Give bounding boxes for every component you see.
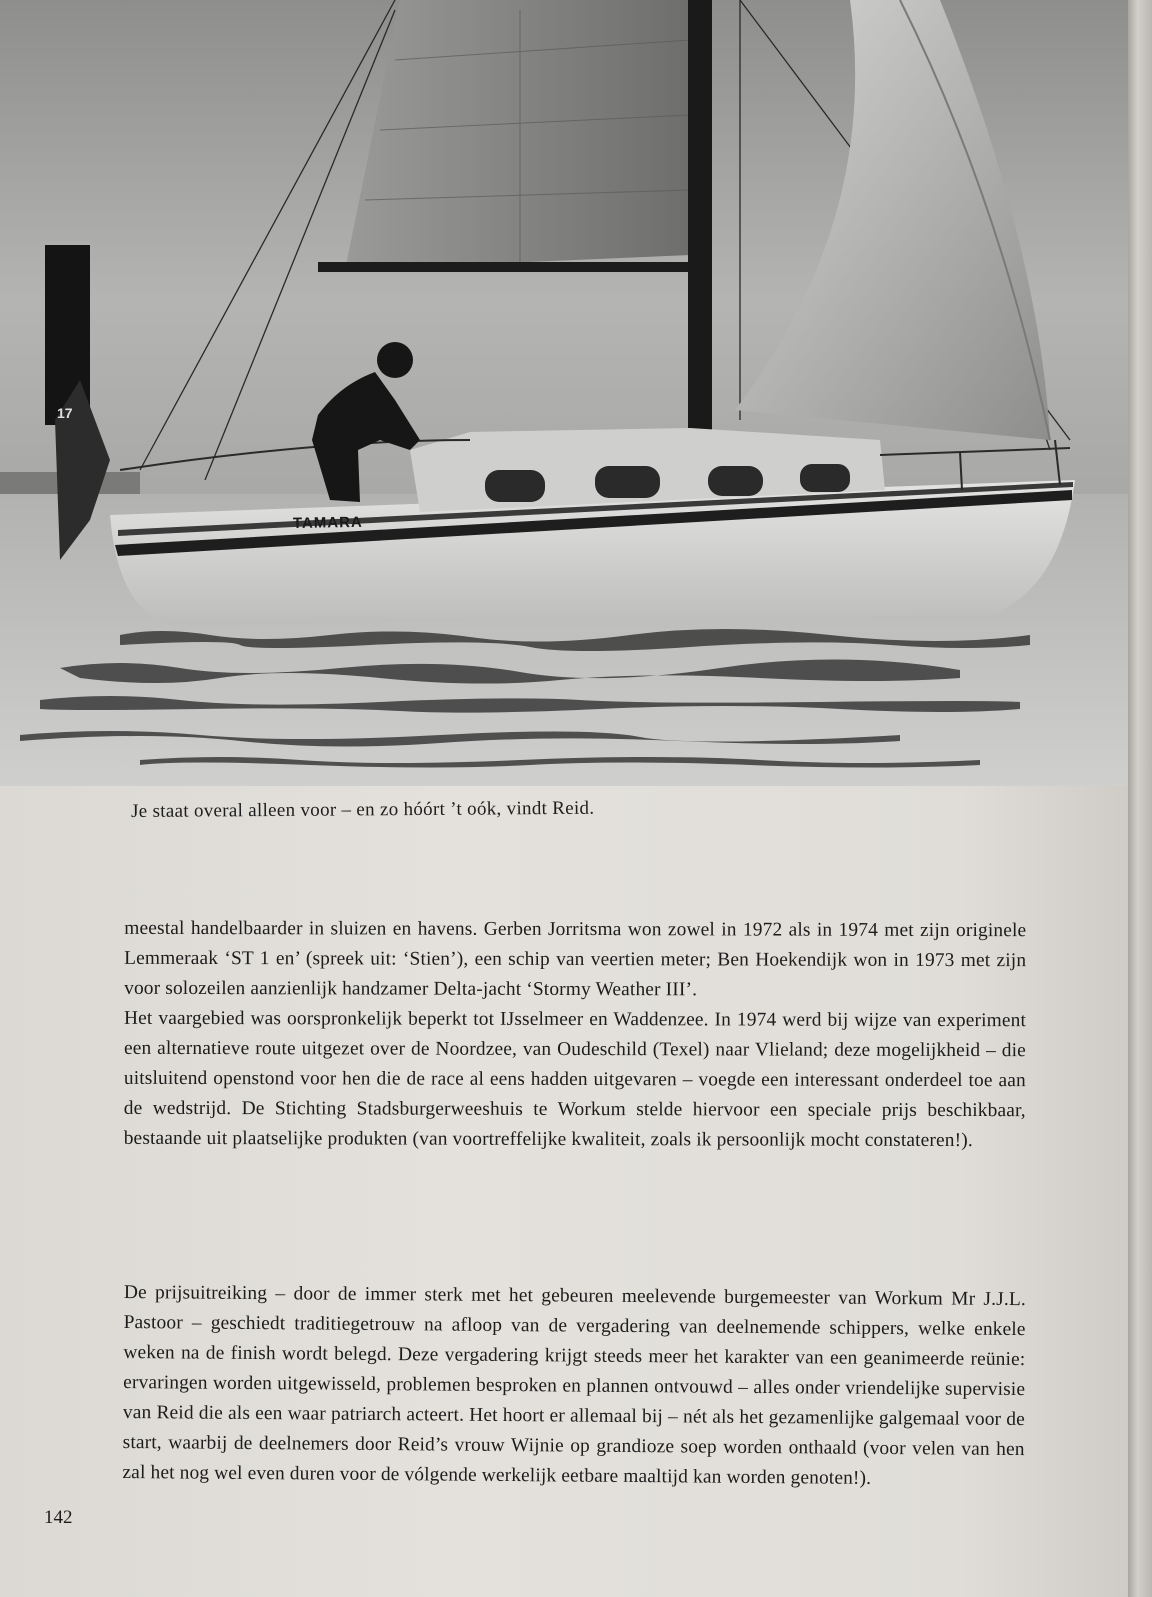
sailboat-illustration [0,0,1128,786]
body-paragraph-3: De prijsuitreiking – door de immer sterk met het gebeuren meelevende burgemeester van Workum Mr J.J.L. Pastoor – geschiedt traditiegetrouw na afloop van de vergadering van deelnemende schippers, welke enkele weken na de finish wordt belegd. Deze vergadering krijgt steeds meer het karakter van een geanimeerde reünie: ervaringen worden uitgewisseld, problemen besproken en plannen ontvouwd – alles onder vriendelijke supervisie van Reid die als een waar patriarch acteert. Het hoort er allemaal bij – nét als het gezamenlijke galgemaal voor de start, waarbij de deelnemers door Reid’s vrouw Wijnie op grandioze soep worden onthaald (voor velen van hen zal het nog wel even duren voor de vólgende werkelijk eetbare maaltijd kan worden genoten!). [122,1281,1026,1489]
sailboat-photo [0,0,1128,786]
photo-caption: Je staat overal alleen voor – en zo hóórt ’t oók, vindt Reid. [131,797,595,822]
page-edge [1128,0,1152,1597]
body-paragraph-2: Het vaargebied was oorspronkelijk beperkt tot IJsselmeer en Waddenzee. In 1974 werd bij wijze van experiment een alternatieve route uitgezet over de Noordzee, van Oudeschild (Texel) naar Vlieland; deze mogelijkheid – die uitsluitend openstond voor hen die de race al eens hadden uitgevaren – voegde een interessant onderdeel toe aan de wedstrijd. De Stichting Stadsburgerweeshuis te Workum stelde hiervoor een speciale prijs beschikbaar, bestaande uit plaatselijke produkten (van voortreffelijke kwaliteit, zoals ik persoonlijk mocht constateren!). [123,1007,1027,1152]
sail-number-label: 17 [57,405,73,421]
body-text-top [124,914,1027,1156]
body-text-bottom [122,1278,1026,1495]
boat-name-label: TAMARA [292,513,363,532]
page-number: 142 [44,1507,73,1528]
body-paragraph-1: meestal handelbaarder in sluizen en havens. Gerben Jorritsma won zowel in 1972 als in 1974 met zijn originele Lemmeraak ‘ST 1 en’ (spreek uit: ‘Stien’), een schip van veertien meter; Ben Hoekendijk won in 1973 met zijn voor solozeilen aanzienlijk handzamer Delta-jacht ‘Stormy Weather III’. [124,917,1027,1001]
